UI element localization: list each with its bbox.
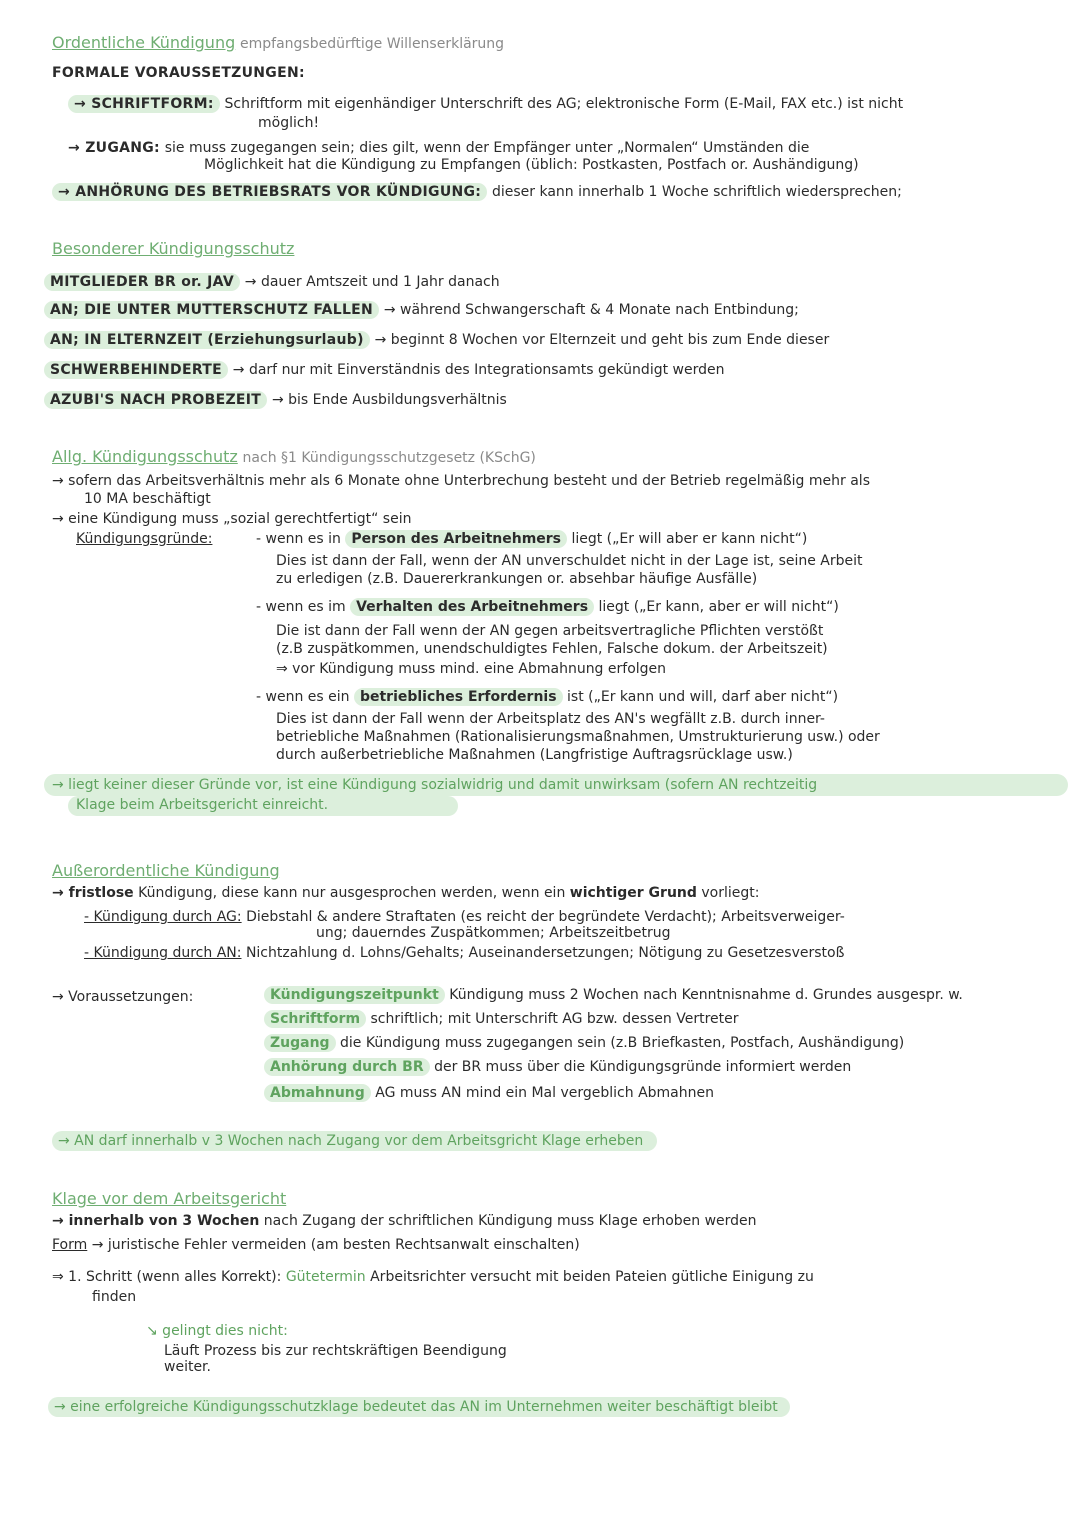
kschutz-text: → dauer Amtszeit und 1 Jahr danach: [244, 274, 500, 290]
ag-text-cont: ung; dauerndes Zuspätkommen; Arbeitszeitbetrug: [316, 925, 671, 941]
allg-line: → sofern das Arbeitsverhältnis mehr als 6 Monate ohne Unterbrechung besteht und der Betrieb regelmäßig mehr als: [52, 473, 870, 489]
grund-detail: betriebliche Maßnahmen (Rationalisierungsmaßnahmen, Umstrukturierung usw.) oder: [276, 729, 880, 745]
section-title-ausserordentlich: Außerordentliche Kündigung: [52, 861, 280, 880]
section-subtitle: empfangsbedürftige Willenserklärung: [240, 36, 505, 52]
voraussetzung-row: [264, 986, 963, 1004]
form-text: → juristische Fehler vermeiden (am besten Rechtsanwalt einschalten): [91, 1237, 580, 1253]
section-title: Ordentliche Kündigung: [52, 33, 236, 52]
fail-line: Läuft Prozess bis zur rechtskräftigen Beendigung: [164, 1343, 507, 1359]
conclusion-text: → liegt keiner dieser Gründe vor, ist eine Kündigung sozialwidrig und damit unwirksam (sofern AN rechtzeitig: [52, 777, 818, 793]
grund-detail: Dies ist dann der Fall, wenn der AN unverschuldet nicht in der Lage ist, seine Arbeit: [276, 553, 863, 569]
kschutz-label: AN; IN ELTERNZEIT (Erziehungsurlaub): [44, 331, 370, 349]
an-text: Nichtzahlung d. Lohns/Gehalts; Auseinandersetzungen; Nötigung zu Gesetzesverstoß: [245, 945, 845, 961]
step-text: Arbeitsrichter versucht mit beiden Pateien gütliche Einigung zu: [365, 1269, 814, 1285]
klage-bold: → innerhalb von 3 Wochen: [52, 1213, 260, 1229]
an-label: - Kündigung durch AN:: [84, 945, 242, 961]
section-title-besonderer: Besonderer Kündigungsschutz: [52, 239, 295, 258]
klage-conclusion: [48, 1398, 790, 1416]
klage-text: nach Zugang der schriftlichen Kündigung muss Klage erhoben werden: [259, 1213, 757, 1229]
ag-text: Diebstahl & andere Straftaten (es reicht der begründete Verdacht); Arbeitsverweiger-: [246, 909, 845, 925]
grund-text: - wenn es in: [256, 531, 346, 547]
kschutz-text: → während Schwangerschaft & 4 Monate nach Entbindung;: [383, 302, 799, 318]
voraussetzung-row: [264, 1058, 851, 1076]
formal-heading: FORMALE VORAUSSETZUNGEN:: [52, 65, 305, 81]
kschutz-label: MITGLIEDER BR or. JAV: [44, 273, 240, 291]
fristlos-bold: wichtiger Grund: [569, 885, 697, 901]
kschutz-row: [44, 272, 500, 291]
anhoerung-row: [52, 182, 902, 201]
grund-highlight: Person des Arbeitnehmers: [345, 530, 567, 548]
fristlos-line: [52, 884, 759, 902]
schriftform-text-cont: möglich!: [258, 115, 320, 131]
fail-line: ↘ gelingt dies nicht:: [146, 1323, 288, 1339]
kschutz-label: AN; DIE UNTER MUTTERSCHUTZ FALLEN: [44, 301, 379, 319]
conclusion-text: → eine erfolgreiche Kündigungsschutzklage bedeutet das AN im Unternehmen weiter beschäftigt bleibt: [48, 1397, 790, 1417]
form-row: [52, 1236, 580, 1254]
kschutz-label: AZUBI'S NACH PROBEZEIT: [44, 391, 267, 409]
kschutz-row: [44, 300, 799, 319]
grund-detail: durch außerbetriebliche Maßnahmen (Langfristige Auftragsrücklage usw.): [276, 747, 793, 763]
kschutz-text: → bis Ende Ausbildungsverhältnis: [271, 392, 507, 408]
grund-detail: zu erledigen (z.B. Dauererkrankungen or. absehbar häufige Ausfälle): [276, 571, 758, 587]
grund-person: [256, 530, 807, 548]
voraussetzung-text: AG muss AN mind ein Mal vergeblich Abmahnen: [375, 1085, 714, 1101]
voraussetzung-text: Kündigung muss 2 Wochen nach Kenntnisnahme d. Grundes ausgespr. w.: [449, 987, 963, 1003]
grund-text: ist („Er kann und will, darf aber nicht“): [562, 689, 839, 705]
voraussetzung-label: Zugang: [264, 1034, 336, 1052]
grund-detail: Dies ist dann der Fall wenn der Arbeitsplatz des AN's wegfällt z.B. durch inner-: [276, 711, 825, 727]
voraussetzung-label: Schriftform: [264, 1010, 366, 1028]
kschutz-row: [44, 390, 507, 409]
allg-line: 10 MA beschäftigt: [84, 491, 211, 507]
guetetermin: Gütetermin: [285, 1269, 366, 1285]
section-title-klage: Klage vor dem Arbeitsgericht: [52, 1189, 287, 1208]
grund-text: - wenn es im: [256, 599, 351, 615]
conclusion-text: → AN darf innerhalb v 3 Wochen nach Zugang vor dem Arbeitsgricht Klage erheben: [52, 1131, 657, 1151]
allg-conclusion: [44, 774, 1074, 824]
section-title: Allg. Kündigungsschutz: [52, 447, 238, 466]
voraussetzung-text: die Kündigung muss zugegangen sein (z.B Briefkasten, Postfach, Aushändigung): [340, 1035, 905, 1051]
ag-label: - Kündigung durch AG:: [84, 909, 242, 925]
grund-text: - wenn es ein: [256, 689, 354, 705]
section-ordentliche: [52, 34, 504, 53]
anhoerung-text: dieser kann innerhalb 1 Woche schriftlich wiedersprechen;: [491, 184, 902, 200]
fristlos-text: Kündigung, diese kann nur ausgesprochen werden, wenn ein: [133, 885, 570, 901]
schriftform-label: → SCHRIFTFORM:: [68, 95, 220, 113]
voraussetzung-row: [264, 1010, 739, 1028]
grund-verhalten: [256, 598, 839, 616]
kschutz-row: [44, 330, 829, 349]
zugang-row: [68, 138, 809, 157]
voraussetzung-row: [264, 1084, 714, 1102]
grund-text: liegt („Er kann, aber er will nicht“): [594, 599, 839, 615]
voraussetzung-text: schriftlich; mit Unterschrift AG bzw. dessen Vertreter: [370, 1011, 739, 1027]
voraussetzung-label: Kündigungszeitpunkt: [264, 986, 445, 1004]
kschutz-text: → beginnt 8 Wochen vor Elternzeit und geht bis zum Ende dieser: [374, 332, 830, 348]
schriftform-text: Schriftform mit eigenhändiger Unterschrift des AG; elektronische Form (E-Mail, FAX etc.) ist nicht: [224, 96, 904, 112]
ausserordentlich-conclusion: [52, 1132, 657, 1150]
anhoerung-label: → ANHÖRUNG DES BETRIEBSRATS VOR KÜNDIGUNG:: [52, 183, 487, 201]
form-label: Form: [52, 1237, 88, 1253]
grund-detail: ⇒ vor Kündigung muss mind. eine Abmahnung erfolgen: [276, 661, 667, 677]
gruende-label: Kündigungsgründe:: [76, 531, 213, 547]
grund-text: liegt („Er will aber er kann nicht“): [567, 531, 808, 547]
voraussetzung-label: Abmahnung: [264, 1084, 371, 1102]
zugang-text-cont: Möglichkeit hat die Kündigung zu Empfangen (üblich: Postkasten, Postfach or. Aushändigung): [204, 157, 859, 173]
step-row: [52, 1268, 814, 1286]
section-subtitle: nach §1 Kündigungsschutzgesetz (KSchG): [242, 450, 536, 466]
grund-detail: (z.B zuspätkommen, unendschuldigtes Fehlen, Falsche dokum. der Arbeitszeit): [276, 641, 828, 657]
section-allg: [52, 448, 536, 467]
fail-line: weiter.: [164, 1359, 211, 1375]
zugang-label: → ZUGANG:: [68, 140, 160, 156]
grund-betrieb: [256, 688, 838, 706]
grund-detail: Die ist dann der Fall wenn der AN gegen arbeitsvertragliche Pflichten verstößt: [276, 623, 824, 639]
voraussetzung-text: der BR muss über die Kündigungsgründe informiert werden: [434, 1059, 852, 1075]
fristlos-text: vorliegt:: [696, 885, 760, 901]
voraussetzung-row: [264, 1034, 904, 1052]
allg-line: → eine Kündigung muss „sozial gerechtfertigt“ sein: [52, 511, 412, 527]
zugang-text: sie muss zugegangen sein; dies gilt, wenn der Empfänger unter „Normalen“ Umständen die: [164, 140, 810, 156]
step-label: ⇒ 1. Schritt (wenn alles Korrekt):: [52, 1269, 282, 1285]
an-row: [84, 944, 844, 962]
klage-line: [52, 1212, 757, 1230]
step-text-cont: finden: [92, 1289, 137, 1305]
grund-highlight: betriebliches Erfordernis: [354, 688, 563, 706]
voraussetzung-label: Anhörung durch BR: [264, 1058, 430, 1076]
kschutz-text: → darf nur mit Einverständnis des Integrationsamts gekündigt werden: [232, 362, 725, 378]
fristlos-label: → fristlose: [52, 885, 134, 901]
kschutz-row: [44, 360, 724, 379]
schriftform-row: [68, 94, 903, 113]
grund-highlight: Verhalten des Arbeitnehmers: [350, 598, 594, 616]
conclusion-text: Klage beim Arbeitsgericht einreicht.: [76, 797, 329, 813]
kschutz-label: SCHWERBEHINDERTE: [44, 361, 228, 379]
voraussetzungen-label: → Voraussetzungen:: [52, 989, 194, 1005]
